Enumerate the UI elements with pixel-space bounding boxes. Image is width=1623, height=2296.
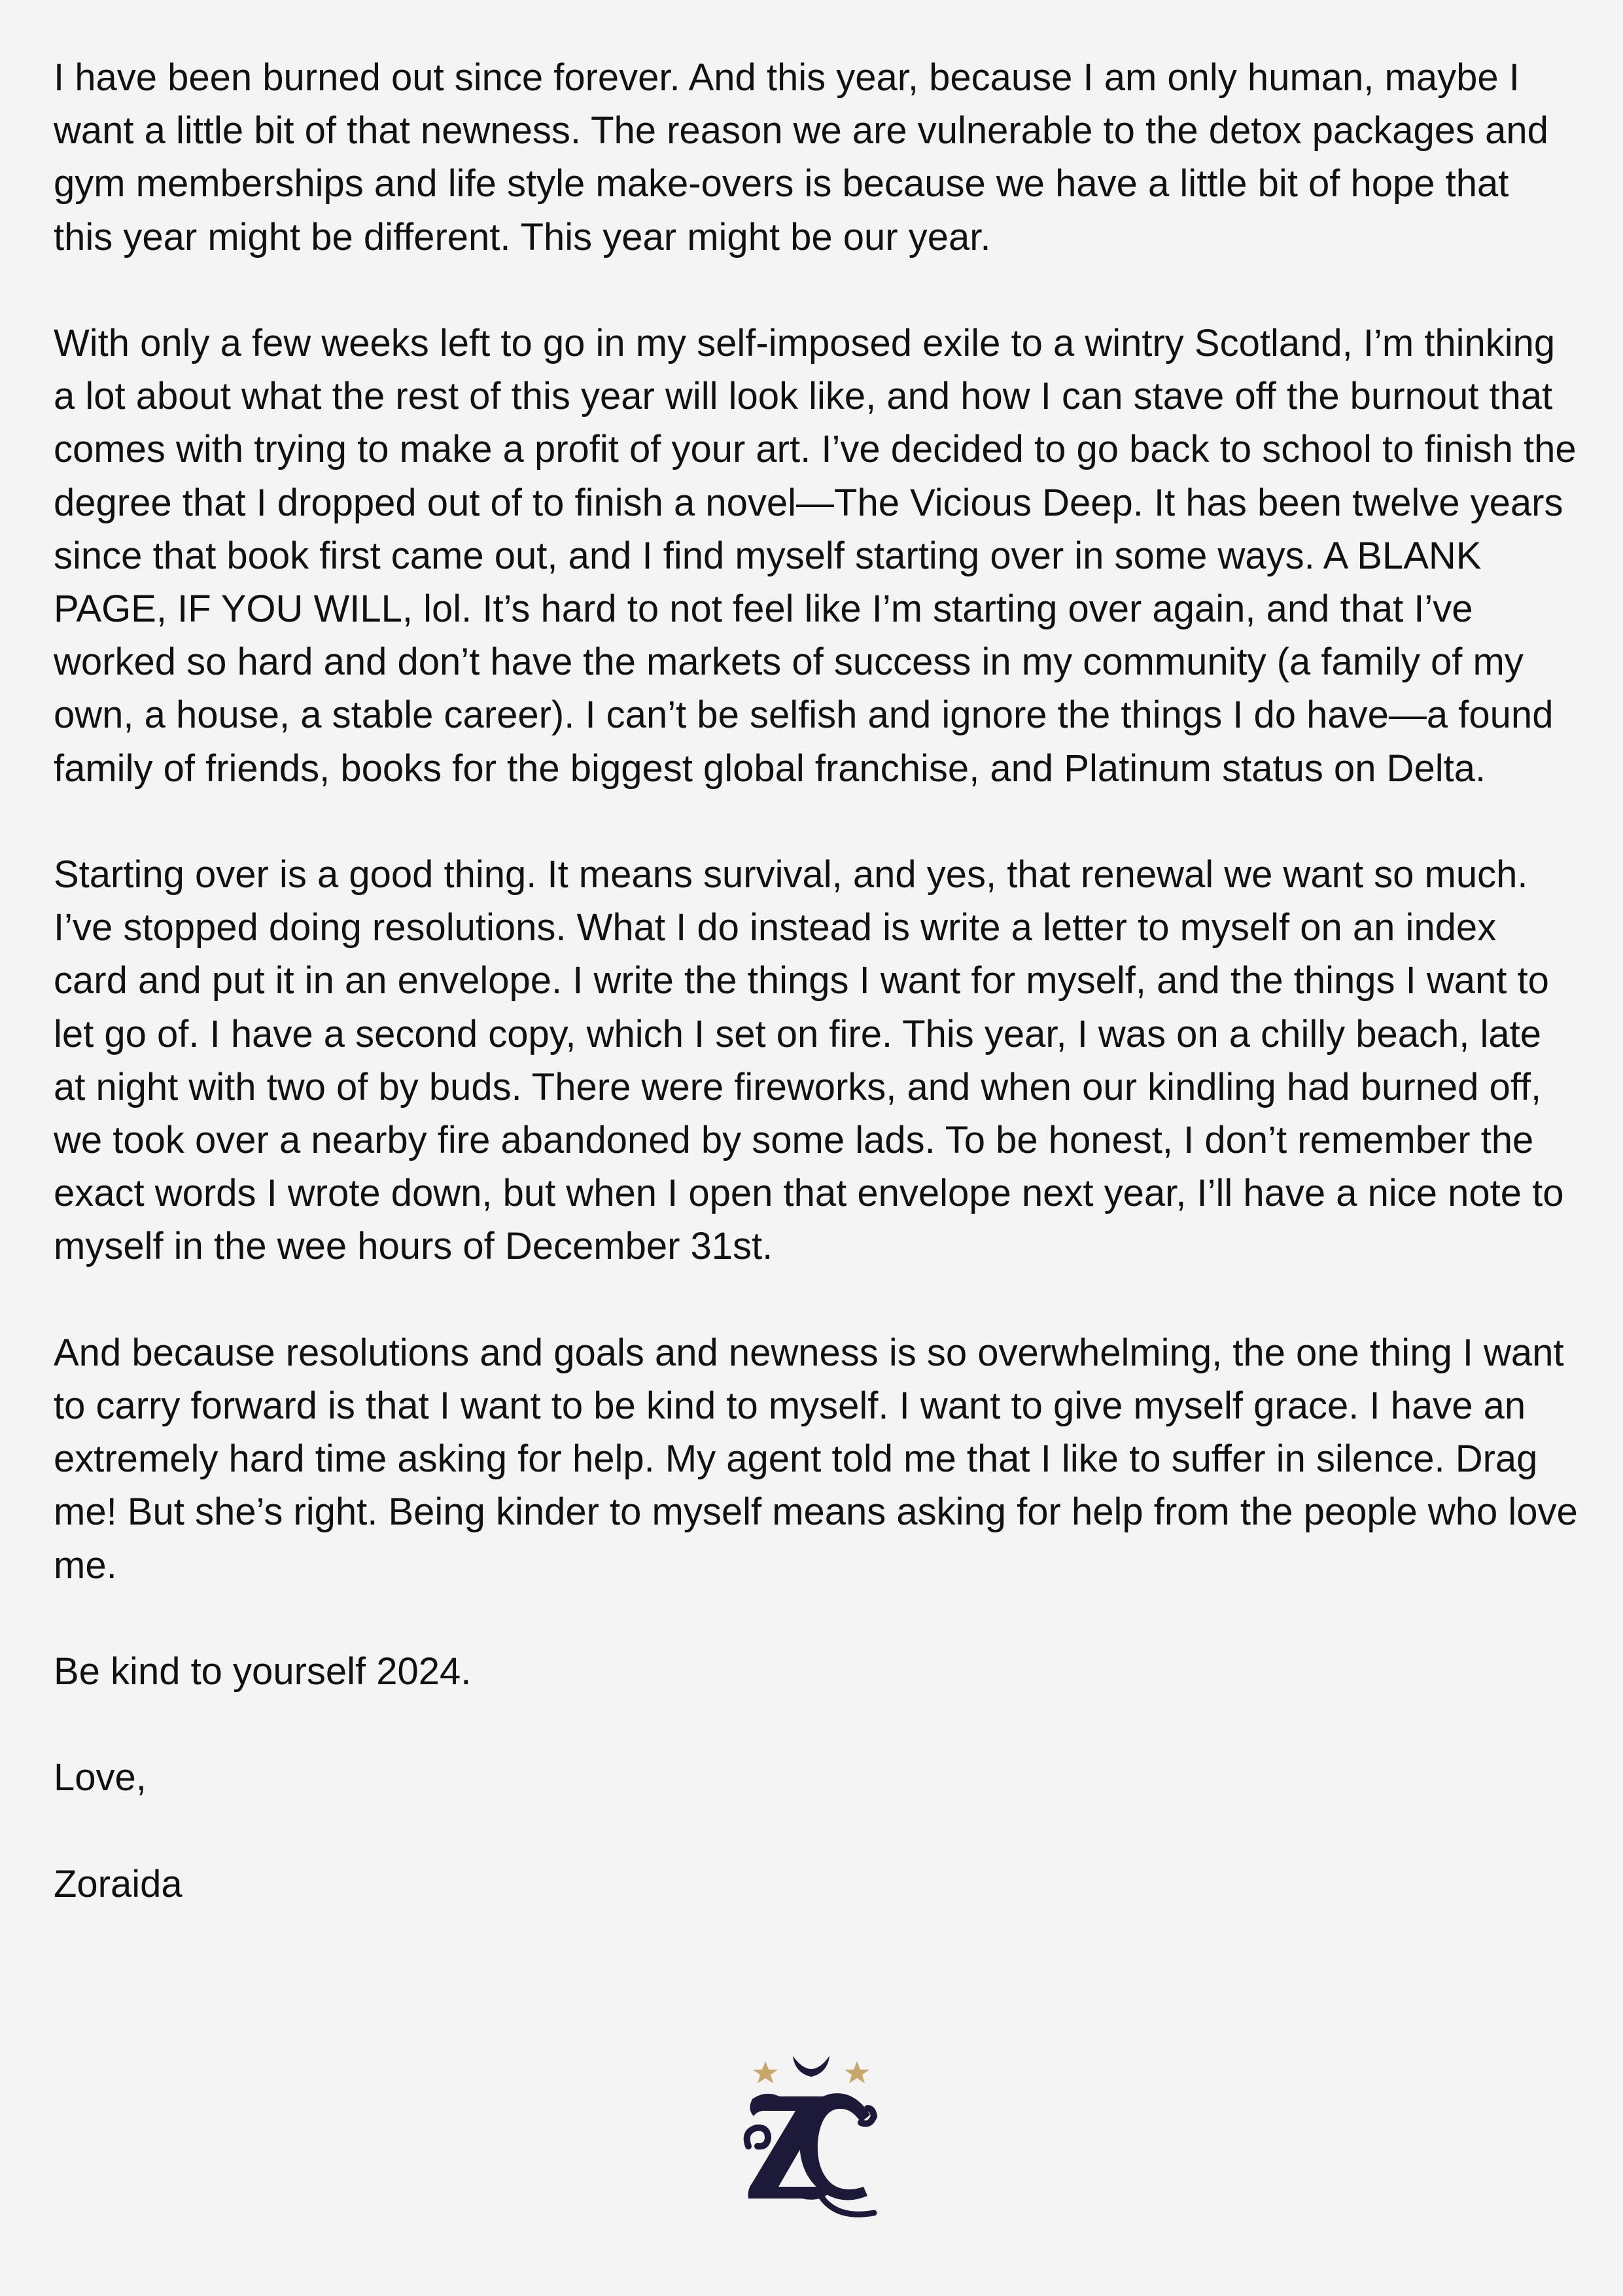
paragraph-5: Be kind to yourself 2024. <box>54 1650 472 1693</box>
letter-body <box>54 51 1578 1911</box>
paragraph-3: Starting over is a good thing. It means survival, and yes, that renewal we want so much. I’ve stopped doing resolutions. What I do instead is write a letter to myself on an index card and put it in an envelope. I write the things I want for myself, and the things I want to let go of. I have a second copy, which I set on fire. This year, I was on a chilly beach, late at night with two of by buds. There were fireworks, and when our kindling had burned off, we took over a nearby fire abandoned by some lads. To be honest, I don’t remember the exact words I wrote down, but when I open that envelope next year, I’ll have a nice note to myself in the wee hours of December 31st. <box>54 853 1564 1268</box>
paragraph-2: With only a few weeks left to go in my self-imposed exile to a wintry Scotland, I’m thinking a lot about what the rest of this year will look like, and how I can stave off the burnout that comes with trying to make a profit of your art. I’ve decided to go back to school to finish the degree that I dropped out of to finish a novel—The Vicious Deep. It has been twelve years since that book first came out, and I find myself starting over in some ways. A BLANK PAGE, IF YOU WILL, lol. It’s hard to not feel like I’m starting over again, and that I’ve worked so hard and don’t have the markets of success in my community (a family of my own, a house, a stable career). I can’t be selfish and ignore the things I do have—a found family of friends, books for the biggest global franchise, and Platinum status on Delta. <box>54 322 1577 790</box>
crescent-moon-icon <box>793 2056 829 2077</box>
monogram-c-shape <box>799 2093 870 2200</box>
star-right-icon <box>845 2061 869 2083</box>
signature-name: Zoraida <box>54 1862 183 1905</box>
paragraph-1: I have been burned out since forever. And this year, because I am only human, maybe I want a little bit of that newness. The reason we are vulnerable to the detox packages and gym memberships and life style make-overs is because we have a little bit of hope that this year might be different. This year might be our year. <box>54 56 1548 258</box>
zc-monogram-logo <box>739 2048 883 2225</box>
zc-monogram-svg <box>739 2048 883 2225</box>
monogram-swirl <box>747 2128 768 2146</box>
paragraph-4: And because resolutions and goals and newness is so overwhelming, the one thing I want to carry forward is that I want to be kind to myself. I want to give myself grace. I have an extremely hard time asking for help. My agent told me that I like to suffer in silence. Drag me! But she’s right. Being kinder to myself means asking for help from the people who love me. <box>54 1331 1578 1587</box>
closing: Love, <box>54 1756 147 1799</box>
star-left-icon <box>753 2061 778 2083</box>
